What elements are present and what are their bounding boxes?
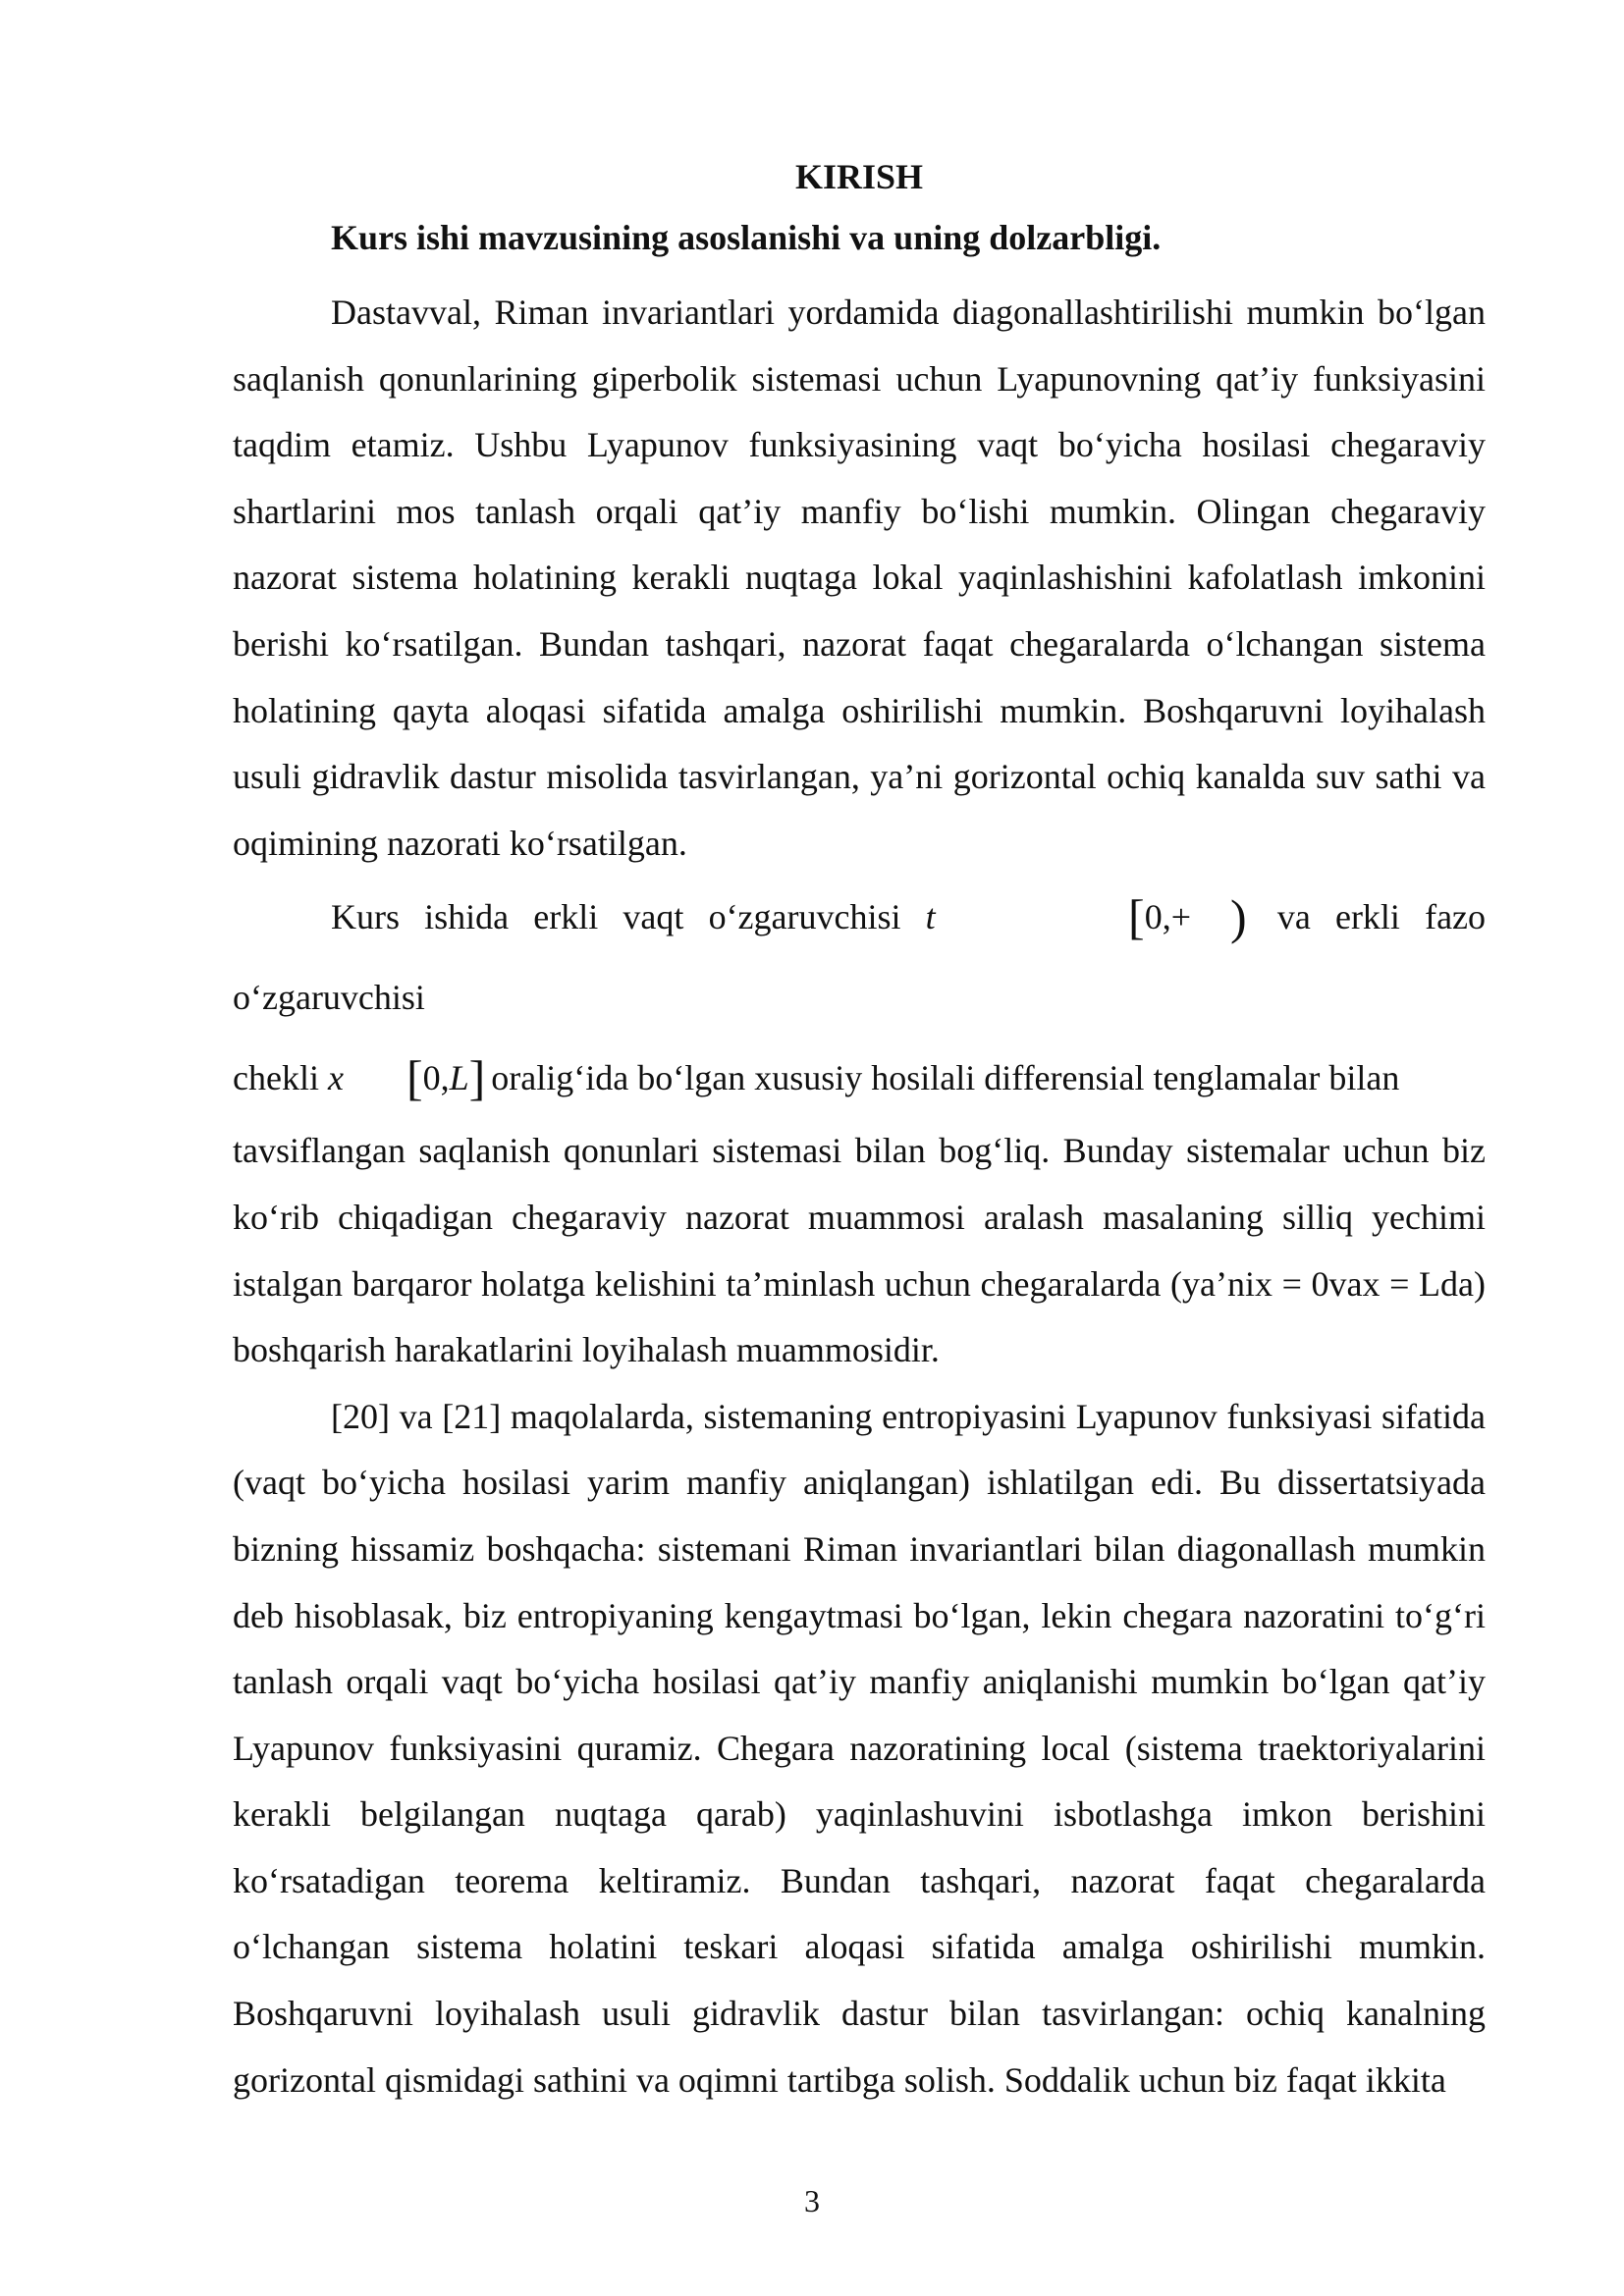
paragraph-3: [20] va [21] maqolalarda, sistemaning entropiyasini Lyapunov funksiyasi sifatida (vaqt bo‘yicha hosilasi yarim manfiy aniqlangan) ishlatilgan edi. Bu dissertatsiyada bizning hissamiz boshqacha: sistemani Riman invariantlari bilan diagonallash mumkin deb hisoblasak, biz entropiyaning kengaytmasi bo‘lgan, lekin chegara nazoratini to‘g‘ri tanlash orqali vaqt bo‘yicha hosilasi qat’iy manfiy aniqlanishi mumkin bo‘lgan qat’iy Lyapunov funksiyasini quramiz. Chegara nazoratining local (sistema traektoriyalarini kerakli belgilangan nuqtaga qarab) yaqinlashuvini isbotlashga imkon berishini ko‘rsatadigan teorema keltiramiz. Bundan tashqari, nazorat faqat chegaralarda o‘lchangan sistema holatini teskari aloqasi sifatida amalga oshirilishi mumkin. Boshqaruvni loyihalash usuli gidravlik dastur bilan tasvirlangan: ochiq kanalning gorizontal qismidagi sathini va oqimni tartibga solish. Soddalik uchun biz faqat ikkita (233, 1396, 1486, 2100)
interval-body: 0, (422, 1058, 450, 1098)
document-page (233, 152, 1486, 2113)
interval-body: 0,+ (1144, 897, 1191, 937)
space-interval (406, 1038, 485, 1118)
math-variable-t: t (925, 897, 936, 937)
paragraph-2-text-b: va erkli fazo o‘zgaruvchisi (233, 897, 1487, 1018)
section-subheading: Kurs ishi mavzusining asoslanishi va uning dolzarbligi. (331, 218, 1162, 257)
interval-close-bracket: ] (468, 1050, 486, 1106)
interval-open-bracket: [ (406, 1050, 423, 1106)
paragraph-2-text-d: oralig‘ida bo‘lgan xususiy hosilali differensial tenglamalar bilan (491, 1058, 1400, 1098)
paragraph-2-rest: tavsiflangan saqlanish qonunlari sistemasi bilan bog‘liq. Bunday sistemalar uchun biz ko‘rib chiqadigan chegaraviy nazorat muammosi aralash masalaning silliq yechimi istalgan barqaror holatga kelishini ta’minlash uchun chegaralarda (ya’nix = 0vax = Lda) boshqarish harakatlarini loyihalash muammosidir. (233, 1131, 1486, 1370)
time-interval (1030, 877, 1247, 957)
paragraph-2-line-1 (233, 877, 1486, 1038)
page-number: 3 (804, 2183, 820, 2218)
paragraph-2-text-a: Kurs ishida erkli vaqt o‘zgaruvchisi (331, 897, 901, 937)
paragraph-1: Dastavval, Riman invariantlari yordamida diagonallashtirilishi mumkin bo‘lgan saqlanish qonunlarining giperbolik sistemasi uchun Lyapunovning qat’iy funksiyasini taqdim etamiz. Ushbu Lyapunov funksiyasining vaqt bo‘yicha hosilasi chegaraviy shartlarini mos tanlash orqali qat’iy manfiy bo‘lishi mumkin. Olingan chegaraviy nazorat sistema holatining kerakli nuqtaga lokal yaqinlashishini kafolatlash imkonini berishi ko‘rsatilgan. Bundan tashqari, nazorat faqat chegaralarda o‘lchangan sistema holatining qayta aloqasi sifatida amalga oshirilishi mumkin. Boshqaruvni loyihalash usuli gidravlik dastur misolida tasvirlangan, ya’ni gorizontal ochiq kanalda suv sathi va oqimining nazorati ko‘rsatilgan. (233, 293, 1486, 863)
interval-close-paren: ) (1230, 889, 1247, 945)
paragraph-2-text-c: chekli (233, 1058, 319, 1098)
paragraph-2-line-2 (233, 1038, 1486, 1118)
math-variable-x: x (327, 1058, 344, 1098)
math-variable-L: L (449, 1058, 469, 1098)
section-heading: KIRISH (794, 157, 924, 196)
interval-open-bracket: [ (1128, 889, 1145, 945)
